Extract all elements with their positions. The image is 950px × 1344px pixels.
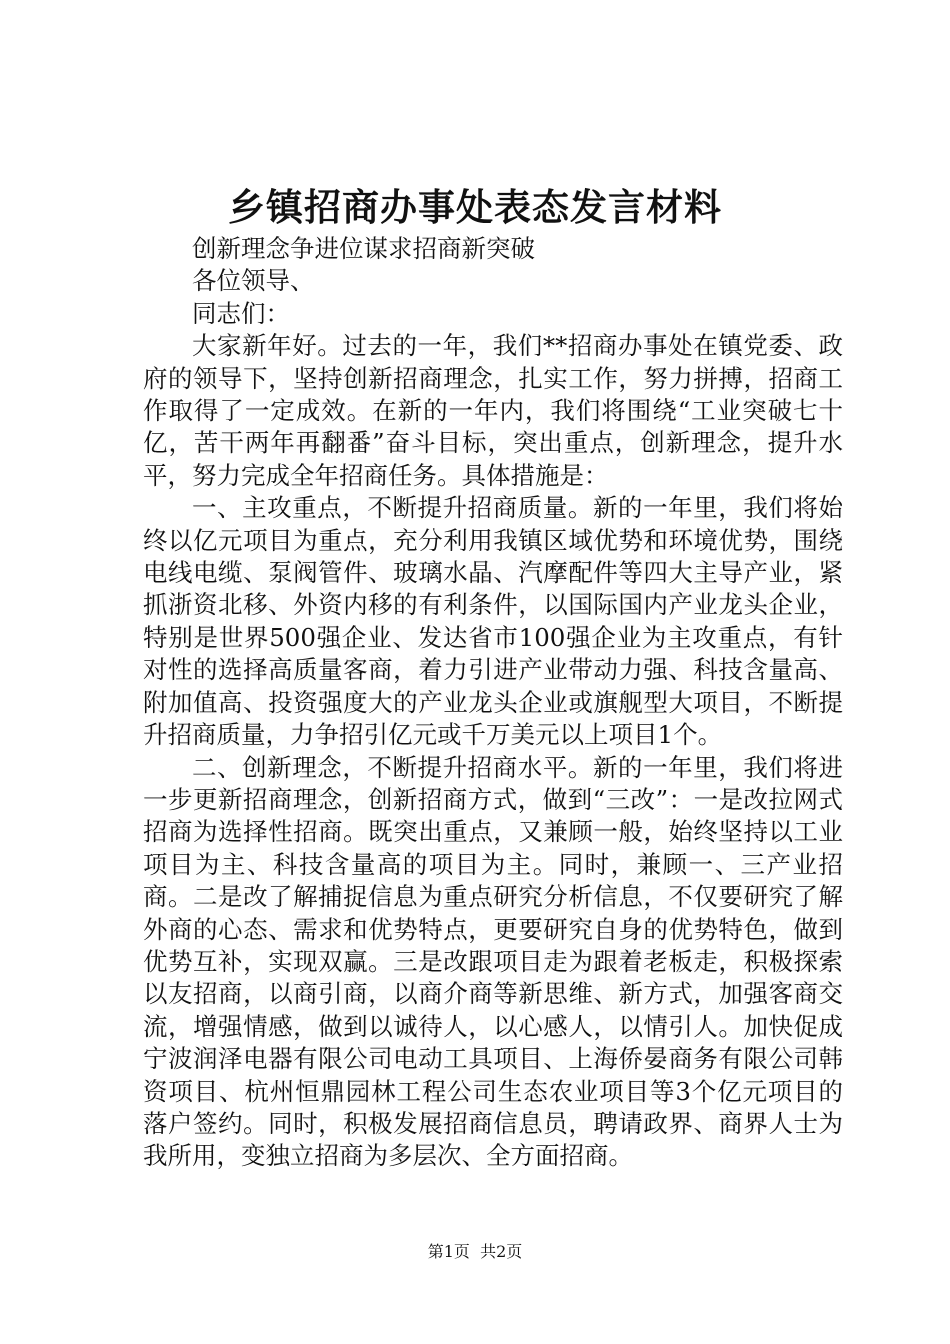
intro-paragraph: 大家新年好。过去的一年，我们**招商办事处在镇党委、政府的领导下，坚持创新招商理念，扎实工作，努力拼搏，招商工作取得了一定成效。在新的一年内，我们将围绕“工业突破七十亿，苦干两年再翻番”奋斗目标，突出重点，创新理念，提升水平，努力完成全年招商任务。具体措施是：: [143, 331, 843, 490]
document-body: [143, 233, 843, 1173]
page-footer: [0, 1240, 950, 1264]
page-number: 第1页: [427, 1242, 470, 1261]
salutation-comrades: 同志们：: [192, 298, 290, 328]
measure-one-paragraph: 一、主攻重点，不断提升招商质量。新的一年里，我们将始终以亿元项目为重点，充分利用我镇区域优势和环境优势，围绕电线电缆、泵阀管件、玻璃水晶、汽摩配件等四大主导产业，紧抓浙资北移、外资内移的有利条件，以国际国内产业龙头企业，特别是世界500强企业、发达省市100强企业为主攻重点，有针对性的选择高质量客商，着力引进产业带动力强、科技含量高、附加值高、投资强度大的产业龙头企业或旗舰型大项目，不断提升招商质量，力争招引亿元或千万美元以上项目1个。: [143, 493, 843, 750]
document-title: 乡镇招商办事处表态发言材料: [228, 185, 722, 229]
salutation-leaders: 各位领导、: [192, 266, 315, 296]
measure-two-paragraph: 二、创新理念，不断提升招商水平。新的一年里，我们将进一步更新招商理念，创新招商方式，做到“三改”：一是改拉网式招商为选择性招商。既突出重点，又兼顾一般，始终坚持以工业项目为主、科技含量高的项目为主。同时，兼顾一、三产业招商。二是改了解捕捉信息为重点研究分析信息，不仅要研究了解外商的心态、需求和优势特点，更要研究自身的优势特色，做到优势互补，实现双赢。三是改跟项目走为跟着老板走，积极探索以友招商，以商引商，以商介商等新思维、新方式，加强客商交流，增强情感，做到以诚待人，以心感人，以情引人。加快促成宁波润泽电器有限公司电动工具项目、上海侨晏商务有限公司韩资项目、杭州恒鼎园林工程公司生态农业项目等3个亿元项目的落户签约。同时，积极发展招商信息员，聘请政界、商界人士为我所用，变独立招商为多层次、全方面招商。: [143, 752, 843, 1171]
page-total: 共2页: [480, 1242, 523, 1261]
subtitle-paragraph: 创新理念争进位谋求招商新突破: [192, 234, 535, 263]
